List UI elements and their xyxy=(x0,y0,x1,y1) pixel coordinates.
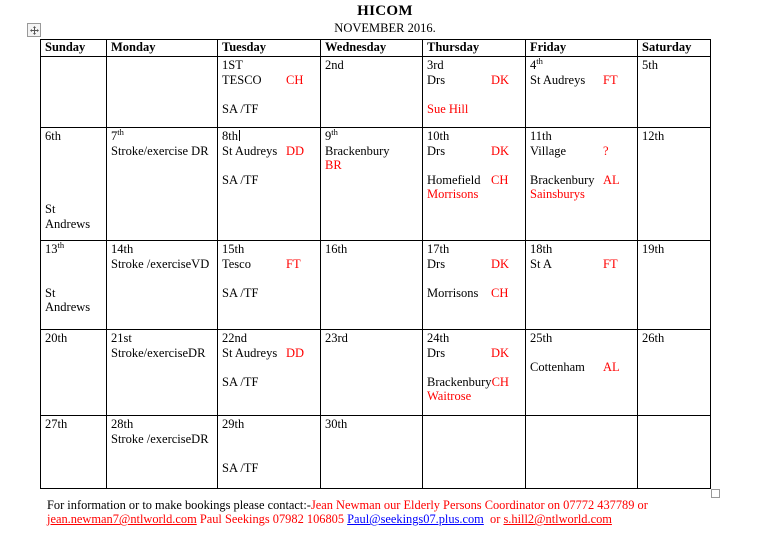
event-line xyxy=(423,173,525,188)
spacer-line xyxy=(41,144,106,159)
table-move-handle[interactable] xyxy=(27,23,41,37)
date-line xyxy=(321,330,422,346)
spacer-line xyxy=(218,446,320,461)
calendar-cell[interactable] xyxy=(526,128,638,241)
event-line xyxy=(218,346,320,361)
spacer-line xyxy=(423,271,525,286)
email-link[interactable]: jean.newman7@ntlworld.com xyxy=(47,512,197,527)
day-header-row xyxy=(41,40,711,57)
document-subtitle: NOVEMBER 2016. xyxy=(334,21,436,35)
date-line xyxy=(423,416,525,432)
date-label: 28th xyxy=(111,417,134,431)
day-header-wednesday[interactable]: Wednesday xyxy=(321,40,423,57)
date-label: 9 xyxy=(325,129,332,143)
driver-code: DK xyxy=(491,72,510,87)
event-label: Andrews xyxy=(45,300,91,315)
date-line xyxy=(321,57,422,73)
spacer xyxy=(427,360,430,375)
driver-code: CH xyxy=(491,285,509,300)
calendar-cell[interactable] xyxy=(218,241,321,330)
event-line xyxy=(526,360,637,375)
event-label: Homefield xyxy=(427,172,481,187)
date-line xyxy=(321,241,422,257)
spacer xyxy=(530,346,533,361)
event-line xyxy=(321,144,422,159)
event-line xyxy=(423,73,525,88)
event-label: TESCO xyxy=(222,72,262,87)
date-label: 13 xyxy=(45,242,58,256)
spacer-line xyxy=(41,173,106,188)
event-line xyxy=(423,286,525,301)
email-link[interactable]: s.hill2@ntlworld.com xyxy=(503,512,612,527)
date-line xyxy=(423,128,525,144)
spacer-line xyxy=(218,87,320,102)
date-line xyxy=(107,128,217,144)
date-ordinal-suffix: th xyxy=(117,127,124,137)
event-line xyxy=(107,257,217,272)
spacer xyxy=(427,158,430,173)
event-line xyxy=(218,173,320,188)
date-line xyxy=(107,330,217,346)
date-label: 29th xyxy=(222,417,245,431)
calendar-cell[interactable] xyxy=(321,57,423,128)
calendar-cell[interactable] xyxy=(218,128,321,241)
date-line xyxy=(526,241,637,257)
date-label: 15th xyxy=(222,242,245,256)
calendar-cell[interactable] xyxy=(526,241,638,330)
spacer xyxy=(45,187,48,202)
date-ordinal-suffix: th xyxy=(536,56,543,66)
event-label: Brackenbury xyxy=(325,143,390,158)
event-label: St xyxy=(45,201,56,216)
date-line xyxy=(526,128,637,144)
date-line xyxy=(638,330,710,346)
event-line xyxy=(526,187,637,202)
calendar-week-row xyxy=(41,128,711,241)
event-line xyxy=(423,257,525,272)
event-line xyxy=(526,173,637,188)
spacer xyxy=(222,87,225,102)
event-line xyxy=(107,346,217,361)
spacer-line xyxy=(41,158,106,173)
spacer-line xyxy=(218,271,320,286)
event-label: Morrisons xyxy=(427,187,479,202)
event-label: SA /TF xyxy=(222,101,259,116)
event-line xyxy=(423,375,525,390)
event-label: Morrisons xyxy=(427,285,479,300)
spacer xyxy=(45,173,48,188)
date-label: 1ST xyxy=(222,58,243,72)
event-line xyxy=(41,202,106,217)
spacer xyxy=(45,158,48,173)
document-title: HICOM xyxy=(357,3,413,19)
date-label: 6th xyxy=(45,129,61,143)
day-header-monday[interactable]: Monday xyxy=(107,40,218,57)
date-ordinal-suffix: th xyxy=(57,240,65,250)
calendar-cell[interactable] xyxy=(423,330,526,416)
spacer xyxy=(427,271,430,286)
calendar-cell[interactable] xyxy=(321,241,423,330)
calendar-cell[interactable] xyxy=(218,330,321,416)
calendar-cell[interactable] xyxy=(638,416,711,489)
date-line xyxy=(423,241,525,257)
spacer-line xyxy=(526,158,637,173)
event-label: St Audreys xyxy=(222,345,278,360)
event-line xyxy=(526,144,637,159)
date-label: 26th xyxy=(642,331,665,345)
date-line xyxy=(218,57,320,73)
day-header-friday[interactable]: Friday xyxy=(526,40,638,57)
calendar-week-row xyxy=(41,416,711,489)
driver-code: CH xyxy=(491,172,509,187)
event-line xyxy=(218,461,320,476)
date-label: 19th xyxy=(642,242,665,256)
table-resize-handle[interactable] xyxy=(711,489,720,498)
spacer xyxy=(45,257,48,272)
calendar-cell[interactable] xyxy=(41,57,107,128)
calendar-cell[interactable] xyxy=(423,241,526,330)
event-line xyxy=(218,375,320,390)
event-line xyxy=(423,389,525,404)
move-cross-icon xyxy=(30,26,39,35)
driver-code: DD xyxy=(286,143,305,158)
date-label: 14th xyxy=(111,242,134,256)
date-line xyxy=(218,416,320,432)
day-header-tuesday[interactable]: Tuesday xyxy=(218,40,321,57)
event-label: BR xyxy=(325,158,342,173)
driver-code: FT xyxy=(603,256,618,271)
calendar-cell[interactable] xyxy=(41,416,107,489)
event-label: Drs xyxy=(427,256,446,271)
event-line xyxy=(321,158,422,173)
calendar-cell[interactable] xyxy=(638,330,711,416)
date-line xyxy=(526,416,637,432)
calendar-week-row xyxy=(41,57,711,128)
event-line xyxy=(218,257,320,272)
date-label: 25th xyxy=(530,331,553,345)
calendar-cell[interactable] xyxy=(107,416,218,489)
date-line xyxy=(638,416,710,432)
calendar-cell[interactable] xyxy=(423,57,526,128)
day-header-thursday[interactable]: Thursday xyxy=(423,40,526,57)
event-line xyxy=(423,102,525,117)
driver-code: CH xyxy=(286,72,304,87)
date-label: 18th xyxy=(530,242,553,256)
event-label: SA /TF xyxy=(222,285,259,300)
day-header-sunday[interactable]: Sunday xyxy=(41,40,107,57)
driver-code: DD xyxy=(286,345,305,360)
event-line xyxy=(107,432,217,447)
driver-code: DK xyxy=(491,345,510,360)
date-line xyxy=(41,57,106,73)
date-line xyxy=(218,330,320,346)
date-label: 21st xyxy=(111,331,132,345)
calendar-cell[interactable] xyxy=(638,241,711,330)
date-line xyxy=(107,241,217,257)
spacer-line xyxy=(41,271,106,286)
event-label: Stroke/exercise DR xyxy=(111,143,209,158)
date-line xyxy=(638,57,710,73)
spacer-line xyxy=(41,187,106,202)
event-label: Sainsburys xyxy=(530,187,585,202)
calendar-cell[interactable] xyxy=(526,416,638,489)
spacer-line xyxy=(423,87,525,102)
event-label: St Audreys xyxy=(222,143,278,158)
calendar-cell[interactable] xyxy=(321,416,423,489)
contact-text: Paul Seekings 07982 106805 xyxy=(196,512,348,527)
calendar-table xyxy=(40,39,711,489)
date-line xyxy=(423,57,525,73)
spacer xyxy=(45,271,48,286)
event-label: Waitrose xyxy=(427,389,472,404)
date-ordinal-suffix: th xyxy=(331,127,338,137)
spacer-line xyxy=(218,432,320,447)
event-label: SA /TF xyxy=(222,172,259,187)
event-line xyxy=(526,73,637,88)
date-line xyxy=(638,128,710,144)
event-label: St A xyxy=(530,256,552,271)
event-line xyxy=(41,217,106,232)
event-label: Drs xyxy=(427,143,446,158)
calendar-cell[interactable] xyxy=(107,241,218,330)
spacer-line xyxy=(218,360,320,375)
spacer xyxy=(530,158,533,173)
date-line xyxy=(526,330,637,346)
event-line xyxy=(107,144,217,159)
event-label: Andrews xyxy=(45,216,91,231)
spacer-line xyxy=(218,158,320,173)
spacer xyxy=(222,446,225,461)
date-label: 7 xyxy=(111,129,118,143)
date-label: 3rd xyxy=(427,58,444,72)
date-line xyxy=(638,241,710,257)
spacer xyxy=(427,87,430,102)
date-line xyxy=(41,416,106,432)
date-label: 11th xyxy=(530,129,552,143)
spacer-line xyxy=(41,257,106,272)
event-label: Brackenbury xyxy=(530,172,595,187)
event-label: Cottenham xyxy=(530,360,585,375)
contact-text: or xyxy=(483,512,504,527)
event-line xyxy=(423,144,525,159)
date-label: 4 xyxy=(530,58,537,72)
driver-code: FT xyxy=(286,256,301,271)
date-label: 24th xyxy=(427,331,450,345)
spacer xyxy=(45,144,48,159)
calendar-cell[interactable] xyxy=(218,57,321,128)
calendar-cell[interactable] xyxy=(107,128,218,241)
date-label: 10th xyxy=(427,129,450,143)
event-line xyxy=(218,144,320,159)
date-label: 8th xyxy=(222,129,238,143)
driver-code: CH xyxy=(491,374,509,389)
calendar-cell[interactable] xyxy=(423,128,526,241)
spacer-line xyxy=(526,346,637,361)
text-cursor xyxy=(239,130,240,141)
date-label: 30th xyxy=(325,417,348,431)
spacer xyxy=(222,271,225,286)
driver-code: AL xyxy=(603,172,620,187)
event-label: St Audreys xyxy=(530,72,586,87)
event-label: Village xyxy=(530,143,567,158)
event-label: Drs xyxy=(427,345,446,360)
date-line xyxy=(321,128,422,144)
calendar-cell[interactable] xyxy=(41,330,107,416)
date-line xyxy=(526,57,637,73)
driver-code: DK xyxy=(491,256,510,271)
date-line xyxy=(41,128,106,144)
contact-text: For information or to make bookings please contact:- xyxy=(47,498,311,512)
calendar-cell[interactable] xyxy=(41,241,107,330)
date-line xyxy=(321,416,422,432)
calendar-cell[interactable] xyxy=(218,416,321,489)
event-line xyxy=(423,346,525,361)
calendar-cell[interactable] xyxy=(423,416,526,489)
spacer xyxy=(222,432,225,447)
calendar-cell[interactable] xyxy=(526,330,638,416)
event-label: Sue Hill xyxy=(427,101,469,116)
event-line xyxy=(218,73,320,88)
date-label: 23rd xyxy=(325,331,348,345)
event-label: Stroke/exerciseDR xyxy=(111,345,206,360)
date-label: 27th xyxy=(45,417,68,431)
contact-line xyxy=(47,498,648,512)
event-label: Stroke /exerciseDR xyxy=(111,431,209,446)
spacer-line xyxy=(423,158,525,173)
date-label: 12th xyxy=(642,129,665,143)
date-label: 17th xyxy=(427,242,450,256)
event-label: St xyxy=(45,285,56,300)
driver-code: ? xyxy=(603,143,609,158)
event-line xyxy=(218,286,320,301)
date-label: 16th xyxy=(325,242,348,256)
driver-code: AL xyxy=(603,360,620,375)
date-label: 20th xyxy=(45,331,68,345)
driver-code: DK xyxy=(491,143,510,158)
date-line xyxy=(218,128,320,144)
day-header-saturday[interactable]: Saturday xyxy=(638,40,711,57)
event-label: Tesco xyxy=(222,256,251,271)
calendar-cell[interactable] xyxy=(638,128,711,241)
contact-text: Jean Newman our Elderly Persons Coordinator on 07772 437789 or xyxy=(310,498,648,512)
date-line xyxy=(41,241,106,257)
event-line xyxy=(218,102,320,117)
calendar-cell[interactable] xyxy=(321,128,423,241)
date-label: 2nd xyxy=(325,58,344,72)
calendar-cell[interactable] xyxy=(321,330,423,416)
date-label: 22nd xyxy=(222,331,247,345)
event-line xyxy=(423,187,525,202)
event-label: SA /TF xyxy=(222,374,259,389)
calendar-cell[interactable] xyxy=(526,57,638,128)
calendar-table-container xyxy=(40,39,710,489)
event-label: Stroke /exerciseVD xyxy=(111,256,210,271)
calendar-cell[interactable] xyxy=(41,128,107,241)
date-label: 5th xyxy=(642,58,658,72)
date-line xyxy=(107,416,217,432)
driver-code: FT xyxy=(603,72,618,87)
event-label: Brackenbury xyxy=(427,374,492,389)
event-line xyxy=(41,300,106,315)
contact-info xyxy=(47,498,648,526)
calendar-week-row xyxy=(41,241,711,330)
calendar-cell[interactable] xyxy=(107,57,218,128)
date-line xyxy=(423,330,525,346)
contact-line xyxy=(47,512,648,526)
event-label: Drs xyxy=(427,72,446,87)
calendar-cell[interactable] xyxy=(107,330,218,416)
spacer xyxy=(222,360,225,375)
spacer-line xyxy=(423,360,525,375)
date-line xyxy=(107,57,217,73)
email-link[interactable]: Paul@seekings07.plus.com xyxy=(347,512,484,527)
date-line xyxy=(218,241,320,257)
event-line xyxy=(526,257,637,272)
event-label: SA /TF xyxy=(222,460,259,475)
date-line xyxy=(41,330,106,346)
event-line xyxy=(41,286,106,301)
calendar-week-row xyxy=(41,330,711,416)
calendar-cell[interactable] xyxy=(638,57,711,128)
spacer xyxy=(222,158,225,173)
